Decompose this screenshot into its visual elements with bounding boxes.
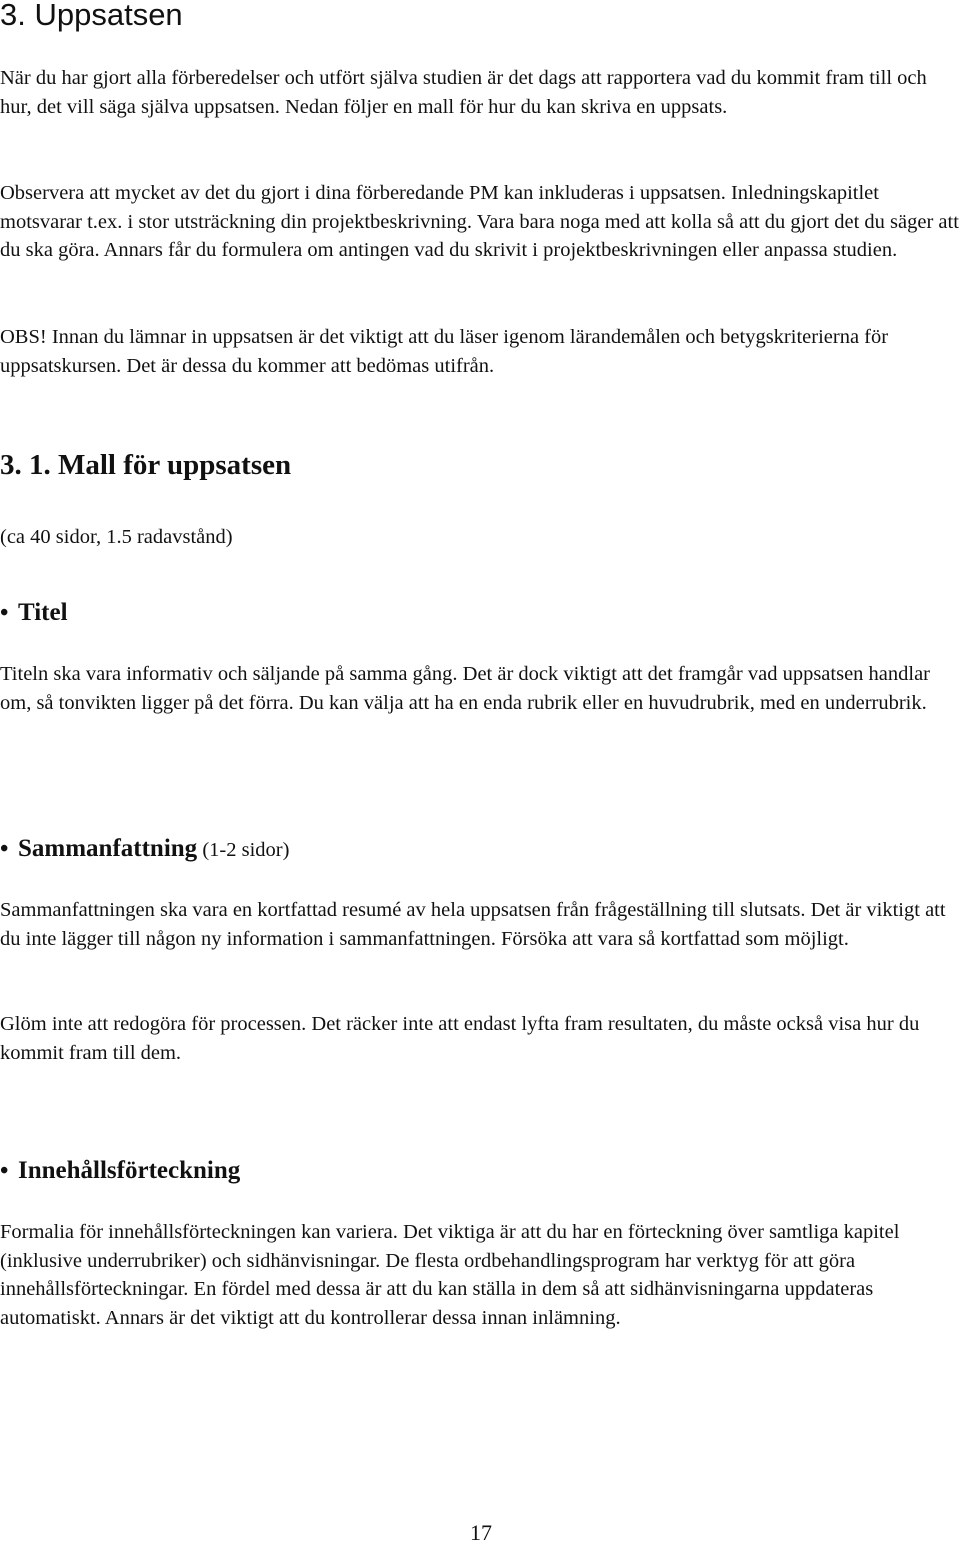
- observation-paragraph: Observera att mycket av det du gjort i dina förberedande PM kan inkluderas i uppsatsen. Inledningskapitlet motsvarar t.ex. i stor utsträckning din projektbeskrivning. Vara bara noga med att kolla så att du gjort det du säger att du ska göra. Annars får du formulera om antingen vad du skrivit i projektbeskrivningen eller anpassa studien.: [0, 182, 959, 262]
- bullet-heading-titel: [0, 597, 68, 630]
- bullet-heading-title: Sammanfattning: [18, 835, 198, 862]
- bullet-heading-title: Innehållsförteckning: [18, 1157, 241, 1184]
- chapter-title: 3. Uppsatsen: [0, 0, 183, 32]
- titel-paragraph: Titeln ska vara informativ och säljande på samma gång. Det är dock viktigt att det framgår vad uppsatsen handlar om, så tonvikten ligger på det förra. Du kan välja att ha en enda rubrik eller en huvudrubrik, med en underrubrik.: [0, 663, 931, 714]
- bullet-icon: •: [0, 836, 9, 862]
- bullet-heading-sammanfattning: [0, 833, 289, 866]
- sammanfattning-paragraph: Sammanfattningen ska vara en kortfattad resumé av hela uppsatsen från frågeställning till slutsats. Det är viktigt att du inte lägger till någon ny information i sammanfattningen. Försöka att vara så kortfattad som möjligt.: [0, 899, 946, 950]
- bullet-icon: •: [0, 600, 9, 626]
- intro-paragraph: När du har gjort alla förberedelser och utfört själva studien är det dags att rapportera vad du kommit fram till och hur, det vill säga själva uppsatsen. Nedan följer en mall för hur du kan skriva en uppsats.: [0, 67, 927, 118]
- section-subtitle: (ca 40 sidor, 1.5 radavstånd): [0, 526, 233, 548]
- bullet-heading-innehallsforteckning: [0, 1155, 240, 1188]
- sammanfattning-process-paragraph: Glöm inte att redogöra för processen. Det räcker inte att endast lyfta fram resultaten, du måste också visa hur du kommit fram till dem.: [0, 1013, 920, 1064]
- section-title: 3. 1. Mall för uppsatsen: [0, 449, 292, 481]
- bullet-heading-title: Titel: [18, 599, 68, 626]
- bullet-icon: •: [0, 1158, 9, 1184]
- page-number: 17: [470, 1520, 492, 1545]
- obs-paragraph: OBS! Innan du lämnar in uppsatsen är det viktigt att du läser igenom lärandemålen och betygskriterierna för uppsatskursen. Det är dessa du kommer att bedömas utifrån.: [0, 326, 889, 377]
- innehallsforteckning-paragraph: Formalia för innehållsförteckningen kan variera. Det viktiga är att du har en förteckning över samtliga kapitel (inklusive underrubriker) och sidhänvisningar. De flesta ordbehandlingsprogram har verktyg för att göra innehållsförteckningar. En fördel med dessa är att du kan ställa in dem så att sidhänvisningarna uppdateras automatiskt. Annars är det viktigt att du kontrollerar dessa innan inlämning.: [0, 1221, 900, 1329]
- bullet-heading-note: (1-2 sidor): [197, 839, 290, 861]
